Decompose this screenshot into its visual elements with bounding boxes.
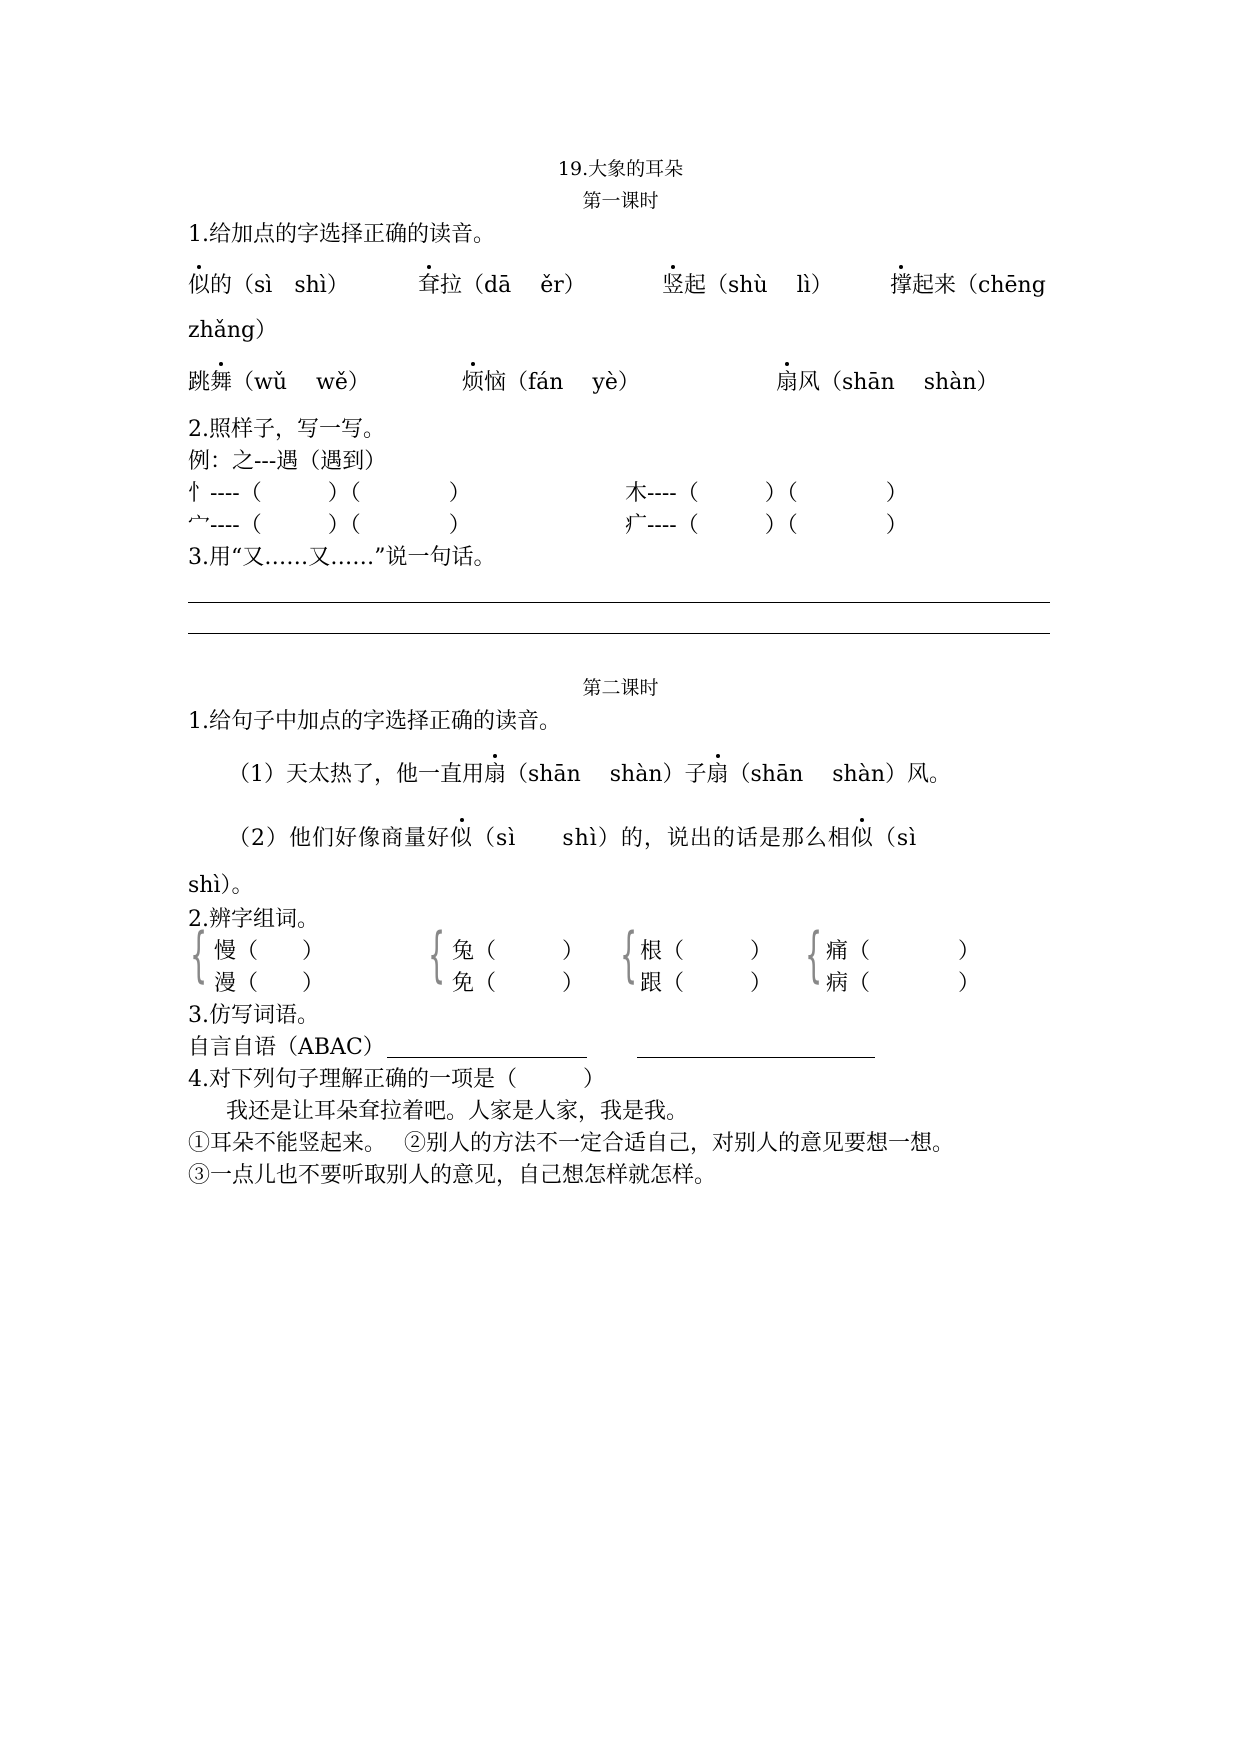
pinyin-item-cont: zhǎng） bbox=[188, 318, 278, 343]
word-pair-top: 根（ ） bbox=[640, 939, 773, 964]
l2-q4-prompt: 4.对下列句子理解正确的一项是（ ） bbox=[188, 1067, 605, 1092]
word-pair-top: 兔（ ） bbox=[452, 939, 585, 964]
l1-q3-prompt: 3.用“又……又……”说一句话。 bbox=[188, 545, 496, 570]
brace-icon: { bbox=[620, 920, 638, 990]
radical-row: 木----（ ）（ ） bbox=[625, 481, 908, 506]
l2-q1-prompt: 1.给句子中加点的字选择正确的读音。 bbox=[188, 709, 561, 734]
quote-sentence: 我还是让耳朵耷拉着吧。人家是人家，我是我。 bbox=[226, 1099, 689, 1124]
l1-q1-prompt: 1.给加点的字选择正确的读音。 bbox=[188, 222, 495, 247]
brace-icon: { bbox=[190, 920, 208, 990]
blank-line bbox=[387, 1057, 587, 1058]
lesson1-heading: 第一课时 bbox=[582, 190, 659, 212]
abac-example: 自言自语（ABAC） bbox=[188, 1035, 385, 1060]
pinyin-item: 耷拉（dā ěr） bbox=[418, 273, 586, 298]
sentence-2-cont: shì）。 bbox=[188, 873, 254, 898]
radical-row: 疒----（ ）（ ） bbox=[625, 513, 908, 538]
sentence-1: （1）天太热了，他一直用扇（shān shàn）子扇（shān shàn）风。 bbox=[228, 762, 951, 787]
pinyin-item: 跳舞（wǔ wě） bbox=[188, 370, 370, 395]
l2-q3-prompt: 3.仿写词语。 bbox=[188, 1003, 319, 1028]
page-title: 19.大象的耳朵 bbox=[557, 158, 684, 180]
pinyin-item: 竖起（shù lì） bbox=[662, 273, 833, 298]
l1-q2-prompt: 2.照样子，写一写。 bbox=[188, 417, 385, 442]
word-pair-bottom: 跟（ ） bbox=[640, 971, 773, 996]
pinyin-item: 扇风（shān shàn） bbox=[776, 370, 999, 395]
sentence-2: （2）他们好像商量好似（sì shì）的，说出的话是那么相似（sì bbox=[228, 826, 918, 851]
word-pair-bottom: 病（ ） bbox=[826, 971, 981, 996]
word-pair-bottom: 免（ ） bbox=[452, 971, 585, 996]
brace-icon: { bbox=[428, 920, 446, 990]
options-1-2: ①耳朵不能竖起来。 ②别人的方法不一定合适自己，对别人的意见要想一想。 bbox=[188, 1131, 954, 1156]
brace-icon: { bbox=[805, 920, 823, 990]
blank-line bbox=[637, 1057, 875, 1058]
word-pair-top: 慢（ ） bbox=[214, 939, 325, 964]
radical-row: 忄----（ ）（ ） bbox=[188, 481, 471, 506]
pinyin-item: 烦恼（fán yè） bbox=[462, 370, 640, 395]
l2-q2-prompt: 2.辨字组词。 bbox=[188, 907, 319, 932]
answer-line bbox=[188, 633, 1050, 634]
l1-q2-example: 例：之---遇（遇到） bbox=[188, 449, 387, 474]
pinyin-item: 撑起来（chēng bbox=[890, 273, 1046, 298]
answer-line bbox=[188, 602, 1050, 603]
lesson2-heading: 第二课时 bbox=[582, 677, 659, 699]
option-3: ③一点儿也不要听取别人的意见，自己想怎样就怎样。 bbox=[188, 1163, 717, 1188]
radical-row: 宀----（ ）（ ） bbox=[188, 513, 471, 538]
pinyin-item: 似的（sì shì） bbox=[188, 273, 349, 298]
word-pair-top: 痛（ ） bbox=[826, 939, 981, 964]
word-pair-bottom: 漫（ ） bbox=[214, 971, 325, 996]
